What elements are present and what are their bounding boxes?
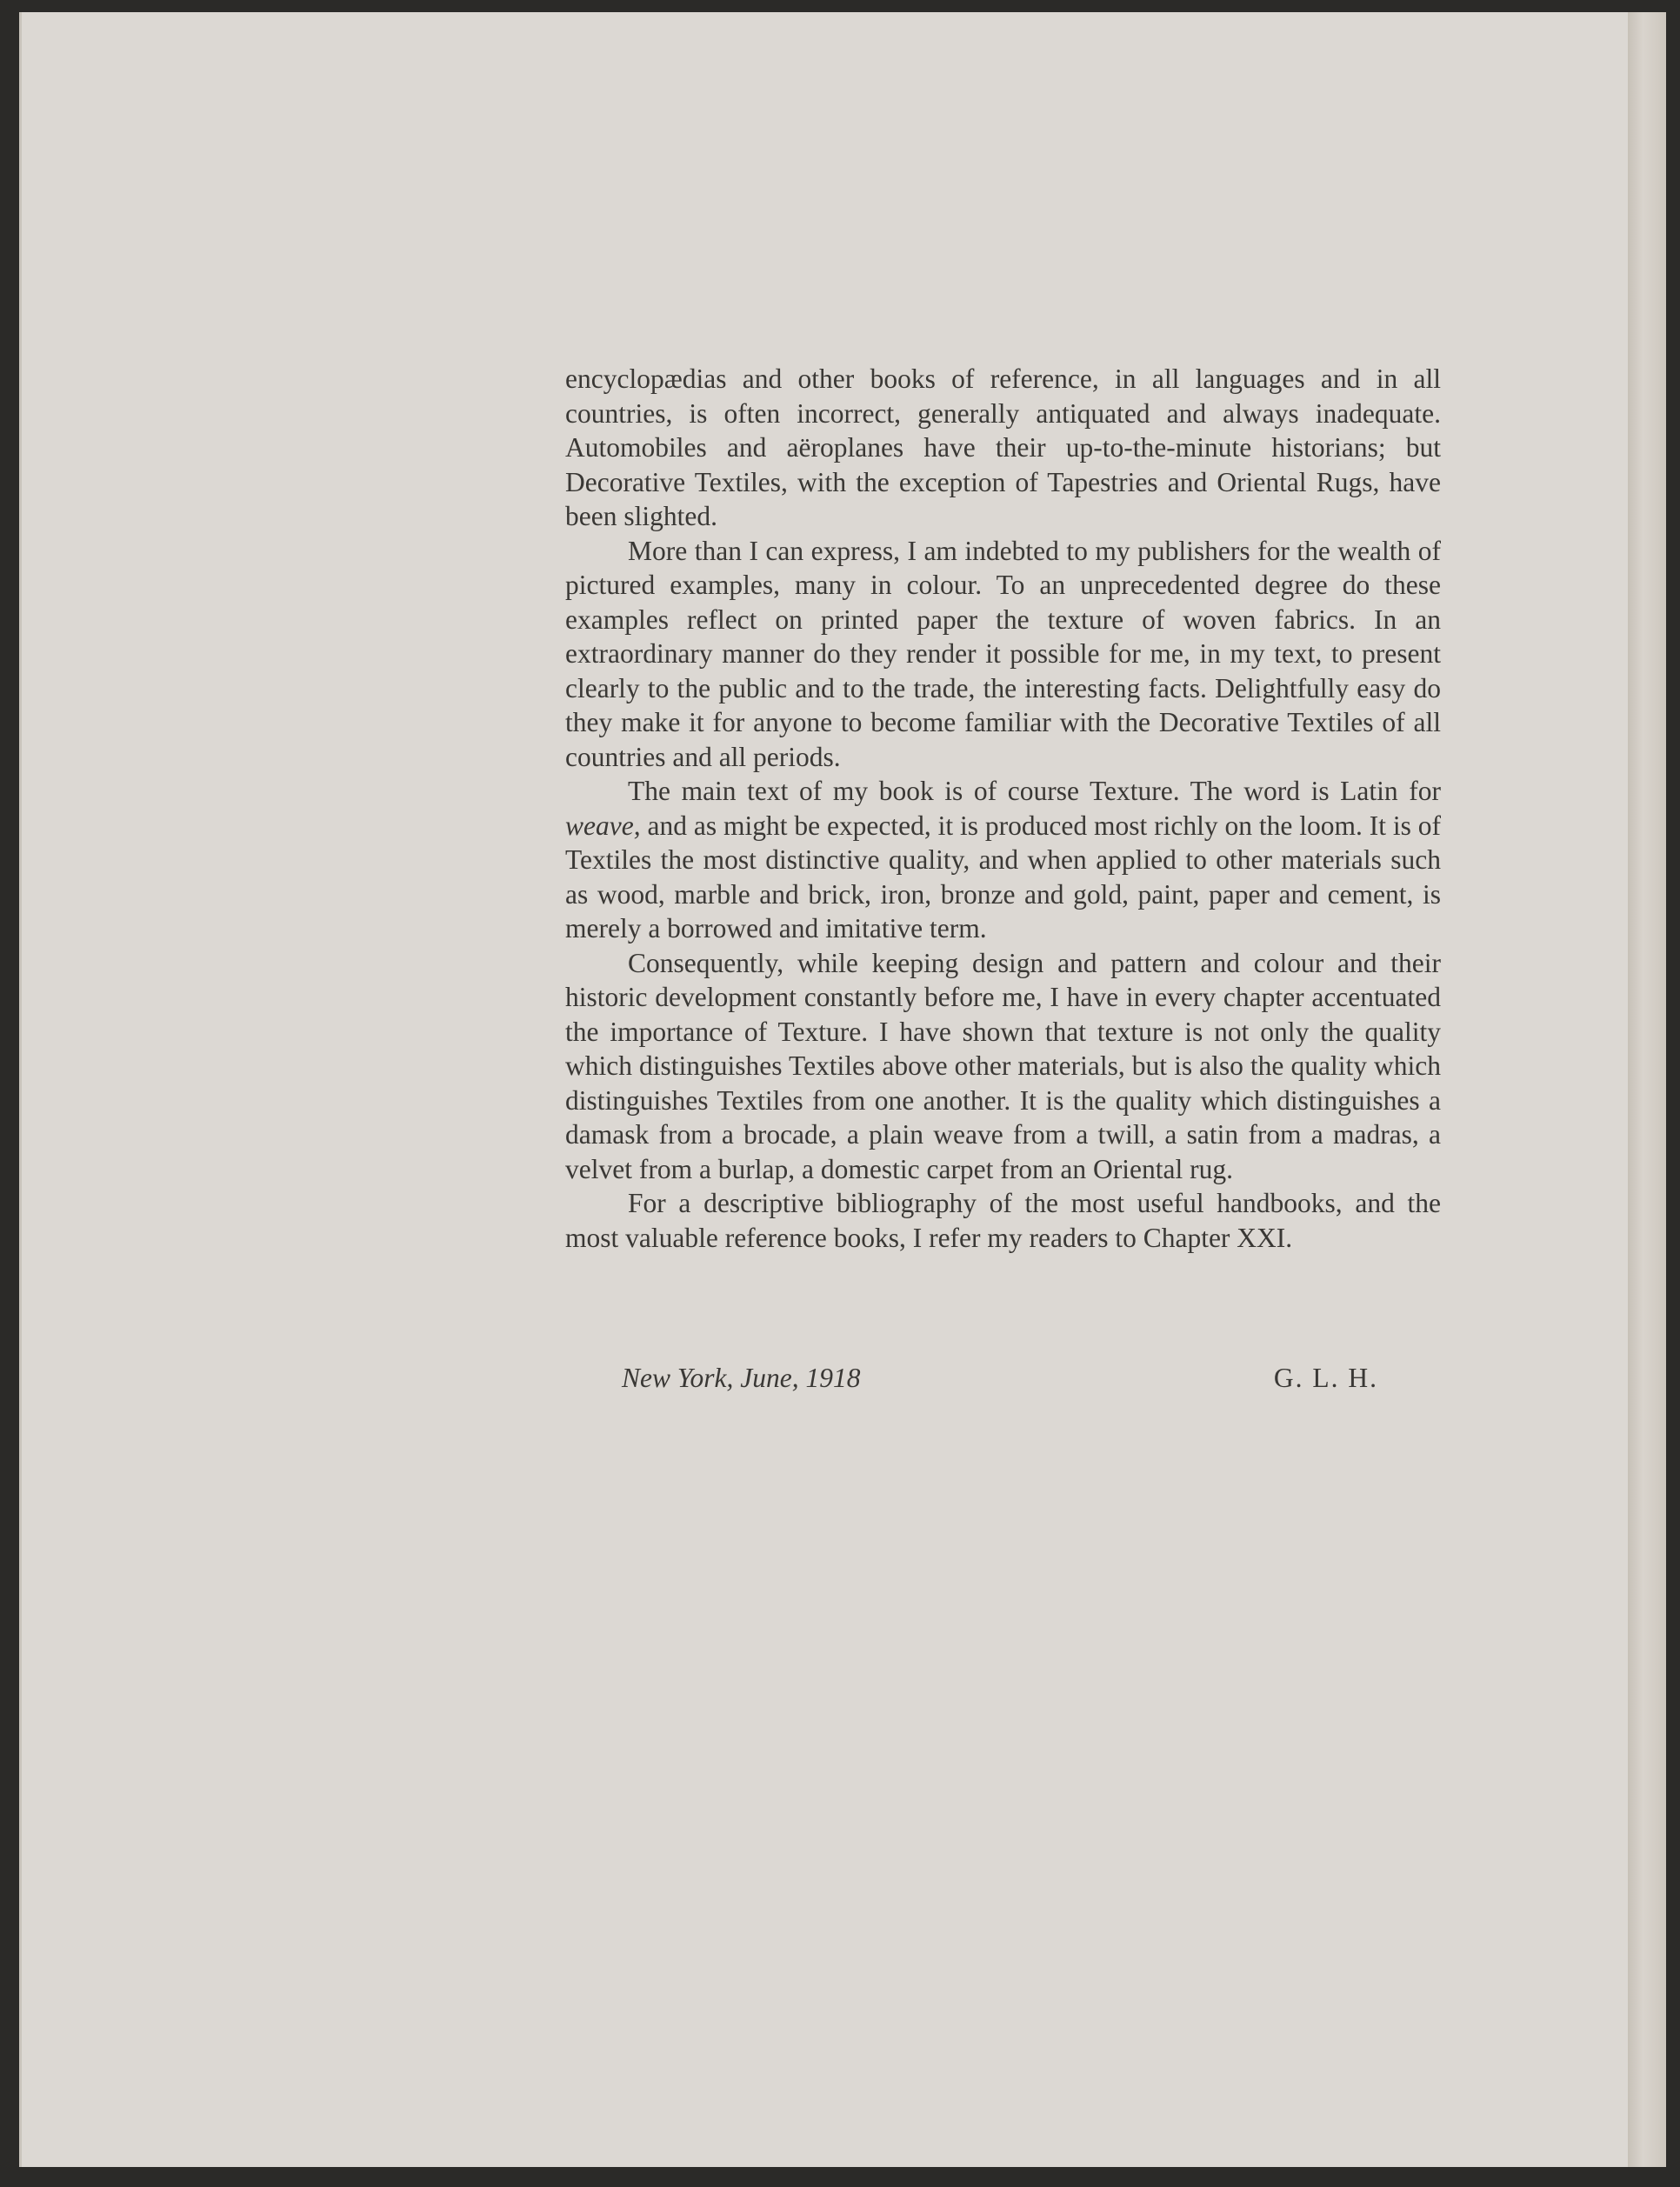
paragraph-texture	[565, 774, 1441, 946]
book-page	[19, 12, 1630, 2167]
texture-text-before: The main text of my book is of course Texture. The word is Latin for	[628, 776, 1441, 806]
paragraph-reference-works: encyclopædias and other books of reference, in all languages and in all countries, is often incorrect, generally antiquated and always inadequate. Automobiles and aëroplanes have their up-to-the-minute historians; but Decorative Textiles, with the exception of Tapestries and Oriental Rugs, have been slighted.	[565, 363, 1441, 531]
paragraph-consequently: Consequently, while keeping design and pattern and colour and their historic development constantly before me, I have in every chapter accentuated the importance of Texture. I have shown that texture is not only the quality which distinguishes Textiles above other materials, but is also the quality which distinguishes Textiles from one another. It is the quality which distinguishes a damask from a brocade, a plain weave from a twill, a satin from a madras, a velvet from a burlap, a domestic carpet from an Oriental rug.	[565, 947, 1441, 1184]
texture-italic-word: weave,	[565, 810, 641, 841]
adjacent-page-edge	[1628, 12, 1666, 2167]
author-initials: G. L. H.	[1273, 1363, 1378, 1393]
paragraph-bibliography: For a descriptive bibliography of the most useful handbooks, and the most valuable reference books, I refer my readers to Chapter XXI.	[565, 1188, 1441, 1253]
place-and-date: New York, June, 1918	[622, 1363, 861, 1393]
body-text	[565, 362, 1441, 1255]
texture-text-after: and as might be expected, it is produced most richly on the loom. It is of Textiles the most distinctive quality, and when applied to other materials such as wood, marble and brick, iron, bronze and gold, paint, paper and cement, is merely a borrowed and imitative term.	[565, 810, 1441, 943]
paragraph-publishers: More than I can express, I am indebted to my publishers for the wealth of pictured examples, many in colour. To an unprecedented degree do these examples reflect on printed paper the texture of woven fabrics. In an extraordinary manner do they render it possible for me, in my text, to present clearly to the public and to the trade, the interesting facts. Delightfully easy do they make it for anyone to become familiar with the Decorative Textiles of all countries and all periods.	[565, 535, 1441, 772]
signature-line	[622, 1363, 1378, 1394]
